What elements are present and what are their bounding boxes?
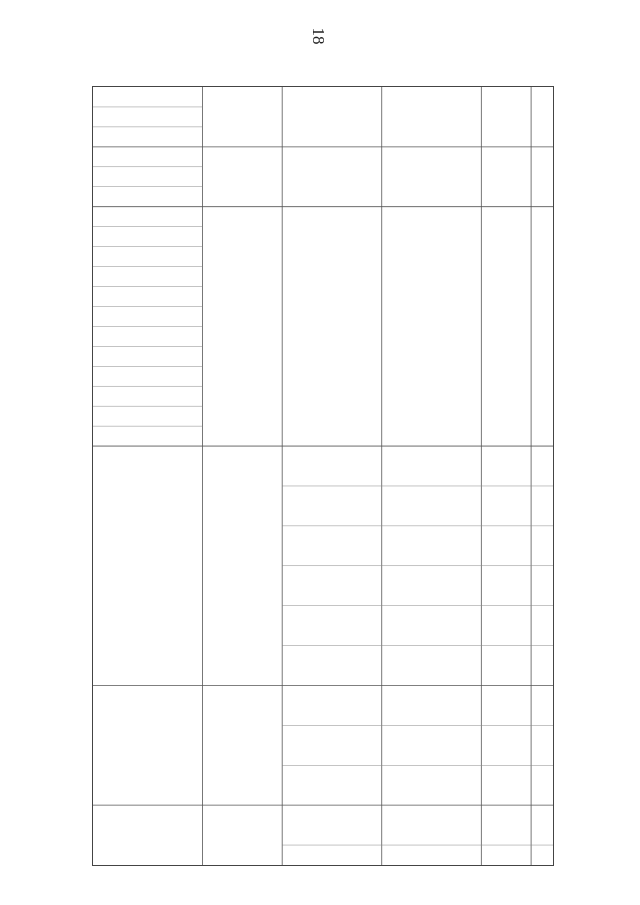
rotated-budget-table <box>92 86 554 866</box>
table-grid <box>93 87 553 865</box>
page-number: 18 <box>309 27 328 45</box>
